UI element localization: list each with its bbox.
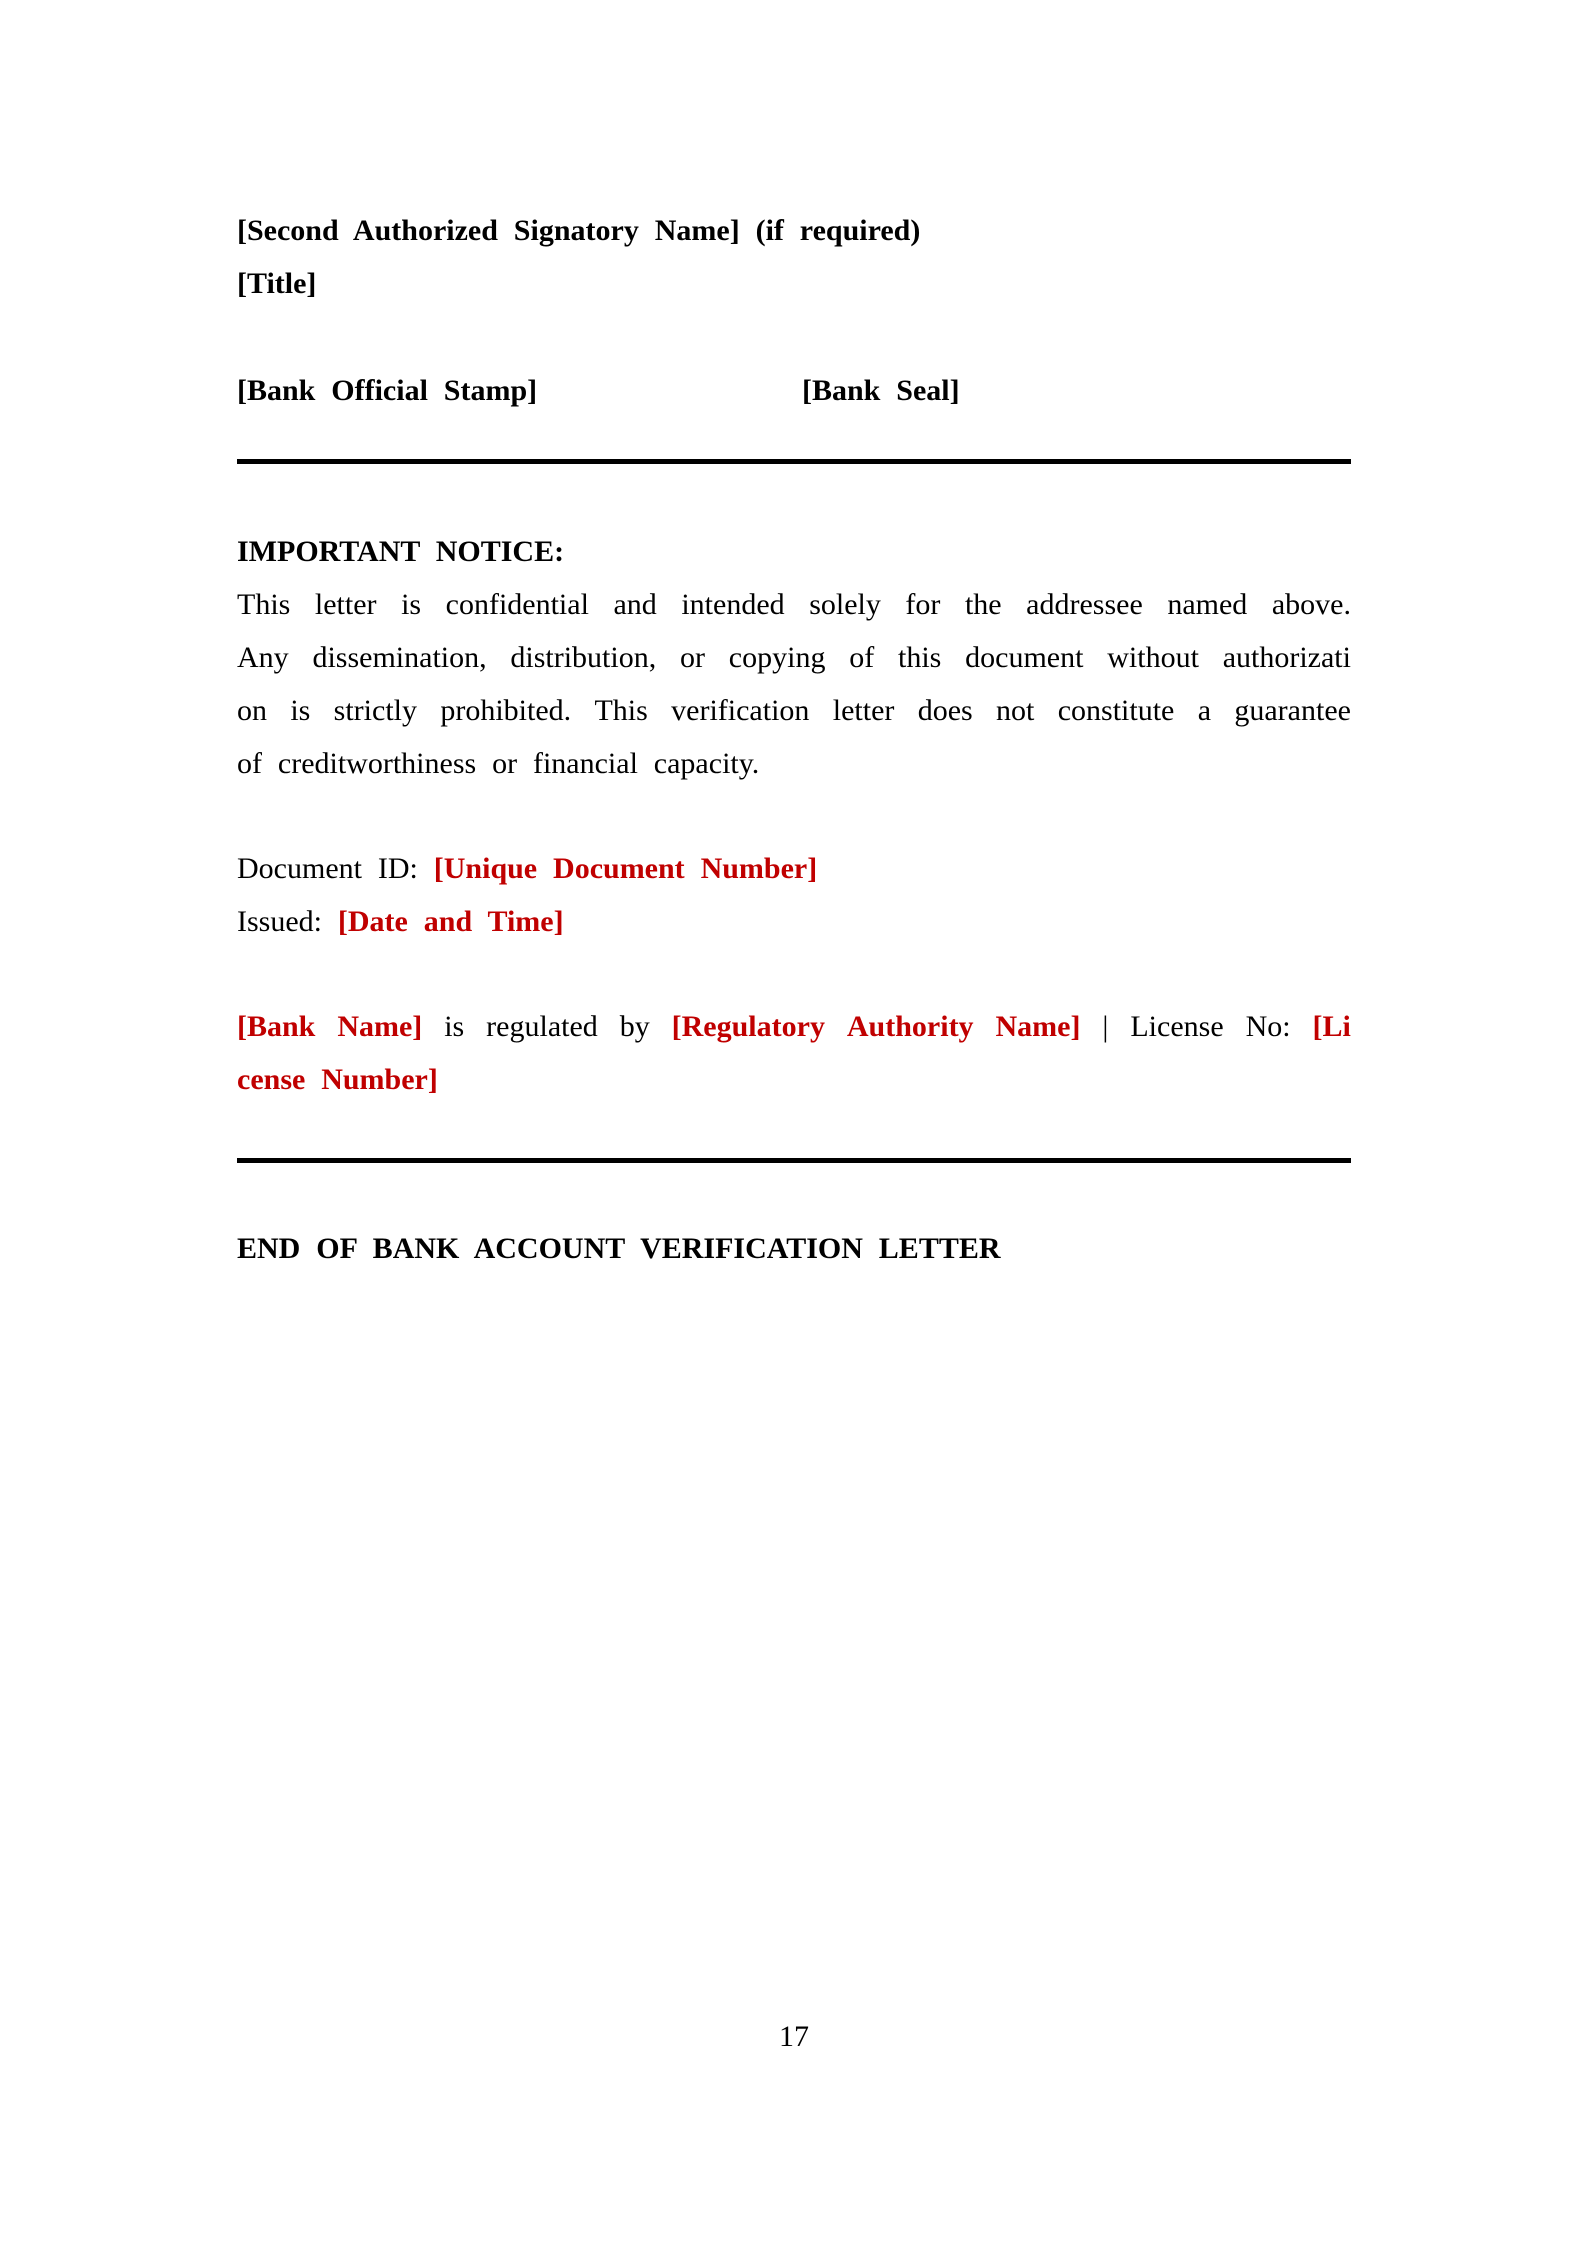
issued-line bbox=[237, 895, 1351, 948]
document-meta-block bbox=[237, 842, 1351, 948]
document-id-label: Document ID: bbox=[237, 852, 418, 885]
second-signatory-name: [Second Authorized Signatory Name] (if required) bbox=[237, 214, 921, 247]
license-number-placeholder-part2: cense Number] bbox=[237, 1063, 438, 1096]
signatory-block bbox=[237, 204, 1351, 310]
notice-line-2: Any dissemination, distribution, or copying of this document without authorizati bbox=[237, 641, 1351, 674]
notice-paragraph bbox=[237, 578, 1351, 790]
important-notice-heading: IMPORTANT NOTICE: bbox=[237, 535, 565, 568]
signatory-title: [Title] bbox=[237, 267, 317, 300]
important-notice-heading-block bbox=[237, 525, 1351, 578]
page-number: 17 bbox=[779, 2020, 809, 2053]
regulation-line-1: [Bank Name] is regulated by [Regulatory Authority Name] | License No: [Li bbox=[237, 1010, 1351, 1043]
bank-seal-label: [Bank Seal] bbox=[802, 374, 960, 407]
end-of-letter-block bbox=[237, 1222, 1351, 1275]
issued-value: [Date and Time] bbox=[337, 905, 564, 938]
notice-line-4: of creditworthiness or financial capacity. bbox=[237, 747, 760, 780]
document-id-line bbox=[237, 842, 1351, 895]
bank-official-stamp-label: [Bank Official Stamp] bbox=[237, 374, 538, 407]
end-of-letter-text: END OF BANK ACCOUNT VERIFICATION LETTER bbox=[237, 1232, 1001, 1265]
issued-label: Issued: bbox=[237, 905, 322, 938]
divider-bottom bbox=[237, 1158, 1351, 1163]
notice-line-3: on is strictly prohibited. This verification letter does not constitute a guarantee bbox=[237, 694, 1351, 727]
stamp-seal-row bbox=[237, 364, 1351, 417]
notice-line-1: This letter is confidential and intended solely for the addressee named above. bbox=[237, 588, 1351, 621]
document-id-value: [Unique Document Number] bbox=[433, 852, 818, 885]
divider-top bbox=[237, 459, 1351, 464]
regulation-block bbox=[237, 1000, 1351, 1106]
